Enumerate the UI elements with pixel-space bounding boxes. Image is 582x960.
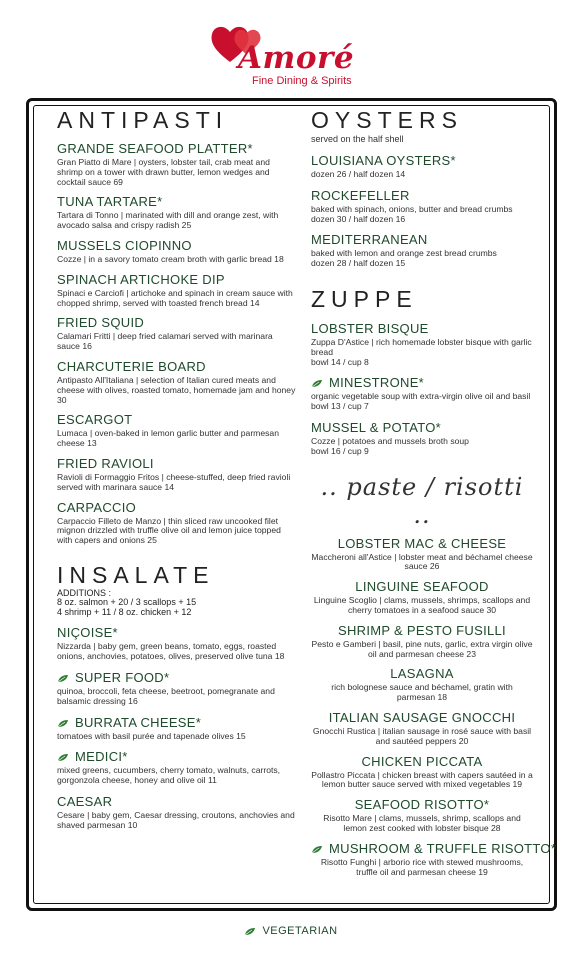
- menu-item-name: [57, 670, 297, 686]
- menu-item: [57, 456, 297, 493]
- menu-item: [57, 625, 297, 662]
- left-column: [57, 106, 297, 831]
- menu-item-description: baked with spinach, onions, butter and bread crumbs: [311, 203, 513, 214]
- menu-item: [311, 153, 533, 180]
- menu-item-description: bowl 16 / cup 9: [311, 445, 369, 456]
- menu-item-name: [311, 420, 533, 436]
- menu-item: [311, 375, 533, 412]
- oysters-list: [311, 153, 533, 269]
- menu-item-description: Ravioli di Formaggio Fritos | cheese-stuffed, deep fried ravioli served with marinara sauce 14: [57, 471, 291, 492]
- menu-item-description: dozen 28 / half dozen 15: [311, 258, 406, 269]
- menu-item: [57, 315, 297, 352]
- menu-item-name-text: CAESAR: [57, 794, 113, 810]
- leaf-icon: [244, 927, 256, 936]
- menu-item: [57, 412, 297, 449]
- menu-item-name: [311, 754, 533, 770]
- menu-item-description: Antipasto All'Italiana | selection of Italian cured meats and cheese with olives, roasted tomato, homemade jam and honey 30: [57, 374, 296, 405]
- menu-item: [311, 420, 533, 457]
- menu-item-name-text: LINGUINE SEAFOOD: [355, 579, 489, 595]
- menu-item: [311, 710, 533, 747]
- menu-item-description: mixed greens, cucumbers, cherry tomato, walnuts, carrots, gorgonzola cheese, honey and olive oil 11: [57, 765, 281, 786]
- oysters-note: served on the half shell: [311, 134, 404, 144]
- menu-item: [57, 359, 297, 405]
- leaf-icon: [311, 845, 323, 854]
- menu-item-name: [311, 710, 533, 726]
- menu-item-description: Maccheroni all'Astice | lobster meat and béchamel cheese sauce 26: [311, 551, 533, 572]
- right-column: [311, 106, 557, 877]
- menu-item-name-text: MUSSELS CIOPINNO: [57, 237, 192, 253]
- menu-item: [57, 794, 297, 831]
- menu-item-name-text: SEAFOOD RISOTTO*: [354, 797, 490, 813]
- menu-item-name: [311, 797, 533, 813]
- menu-item-description: dozen 30 / half dozen 16: [311, 213, 406, 224]
- antipasti-list: [57, 141, 297, 546]
- menu-item: [57, 238, 297, 265]
- menu-item-description: organic vegetable soup with extra-virgin olive oil and basil: [311, 391, 531, 402]
- menu-item-name-text: CARPACCIO: [57, 499, 137, 515]
- menu-item-description: Calamari Fritti | deep fried calamari served with marinara sauce 16: [57, 331, 273, 352]
- insalate-list: [57, 625, 297, 830]
- section-title-insalate: INSALATE: [57, 561, 215, 588]
- menu-item-description: tomatoes with basil purée and tapenade olives 15: [57, 730, 246, 741]
- section-title-zuppe: ZUPPE: [311, 285, 418, 312]
- section-title-paste: .. paste / risotti ..: [320, 472, 524, 529]
- menu-item: [57, 194, 297, 231]
- menu-item-name-text: SPINACH ARTICHOKE DIP: [57, 271, 225, 287]
- logo-wordmark: Amoré: [238, 40, 355, 76]
- menu-item: [311, 188, 533, 225]
- menu-item-name-text: SUPER FOOD*: [75, 670, 170, 686]
- menu-item: [57, 670, 297, 707]
- menu-item: [311, 797, 533, 834]
- vegetarian-label: VEGETARIAN: [262, 925, 338, 937]
- leaf-icon: [311, 379, 323, 388]
- menu-item-name-text: FRIED RAVIOLI: [57, 455, 154, 471]
- menu-item-name: [57, 715, 297, 731]
- menu-item: [57, 749, 297, 786]
- menu-item-description: Carpaccio Filleto de Manzo | thin sliced raw uncooked filet mignon drizzled with truffle olive oil and lemon juice topped with capers and onions 25: [57, 515, 281, 546]
- menu-item-name-text: CHICKEN PICCATA: [361, 753, 483, 769]
- menu-item: [57, 272, 297, 309]
- menu-item-name: [57, 749, 297, 765]
- logo: [208, 18, 368, 90]
- additions-label: ADDITIONS :: [57, 587, 112, 598]
- menu-item-description: Linguine Scoglio | clams, mussels, shrimps, scallops and cherry tomatoes in a seafood sauce 30: [313, 595, 531, 615]
- menu-item-name: [57, 141, 297, 157]
- menu-item-description: Lumaca | oven-baked in lemon garlic butter and parmesan cheese 13: [57, 428, 279, 449]
- menu-item-name-text: SHRIMP & PESTO FUSILLI: [338, 622, 506, 638]
- menu-item: [311, 666, 533, 703]
- menu-item-name: [57, 194, 297, 210]
- menu-item-name-text: LOBSTER MAC & CHEESE: [337, 535, 507, 551]
- menu-item-name: [57, 412, 297, 428]
- menu-item-name-text: ESCARGOT: [57, 412, 133, 428]
- menu-item-name-text: LASAGNA: [390, 666, 454, 682]
- menu-item-name: [57, 238, 297, 254]
- menu-item-name: [311, 666, 533, 682]
- menu-item-description: Risotto Mare | clams, mussels, shrimp, scallops and lemon zest cooked with lobster bisque 28: [323, 813, 521, 833]
- menu-item-description: Gran Piatto di Mare | oysters, lobster tail, crab meat and shrimp on a tower with drawn butter, lemon wedges and cocktail sauce 69: [57, 157, 270, 187]
- menu-item: [311, 840, 557, 878]
- menu-item-name-text: CHARCUTERIE BOARD: [57, 358, 206, 374]
- menu-item-name: [57, 315, 297, 331]
- zuppe-list: [311, 321, 533, 457]
- menu-item-description: Spinaci e Carciofi | artichoke and spinach in cream sauce with chopped shrimp, served with toasted french bread 14: [57, 287, 293, 308]
- logo-tagline: Fine Dining & Spirits: [252, 75, 352, 87]
- menu-item-description: Cesare | baby gem, Caesar dressing, croutons, anchovies and shaved parmesan 10: [57, 810, 295, 830]
- menu-item: [311, 754, 533, 791]
- menu-item-name-text: MEDITERRANEAN: [311, 232, 428, 248]
- paste-list: [311, 535, 557, 878]
- menu-item-name-text: MINESTRONE*: [329, 375, 425, 391]
- menu-item-name-text: TUNA TARTARE*: [57, 194, 163, 210]
- menu-item: [311, 579, 533, 616]
- menu-item-name: [311, 579, 533, 595]
- menu-item-description: dozen 26 / half dozen 14: [311, 169, 406, 179]
- menu-item-description: rich bolognese sauce and béchamel, gratin with parmesan 18: [331, 682, 513, 703]
- menu-item-name: [57, 359, 297, 375]
- menu-item-name-text: MEDICI*: [75, 749, 128, 765]
- menu-item-description: Cozze | potatoes and mussels broth soup: [311, 435, 469, 446]
- menu-item: [57, 715, 297, 742]
- menu-item-name: [311, 153, 533, 169]
- menu-item-description: Zuppa D'Astice | rich homemade lobster bisque with garlic bread: [311, 336, 532, 357]
- leaf-icon: [57, 753, 69, 762]
- menu-item: [311, 232, 533, 269]
- menu-item-description: Nizzarda | baby gem, green beans, tomato, eggs, roasted onions, anchovies, potatoes, olives, preserved olive tuna 18: [57, 641, 285, 662]
- menu-item: [311, 623, 533, 660]
- menu-item-name-text: FRIED SQUID: [57, 315, 145, 331]
- menu-item-description: Risotto Funghi | arborio rice with stewed mushrooms, truffle oil and parmesan cheese 19: [320, 856, 524, 877]
- menu-item: [311, 536, 533, 573]
- menu-item-name-text: MUSSEL & POTATO*: [311, 419, 442, 435]
- menu-item-name: [311, 375, 533, 391]
- leaf-icon: [57, 719, 69, 728]
- vegetarian-legend: [0, 925, 582, 937]
- menu-item-description: baked with lemon and orange zest bread crumbs: [311, 248, 497, 259]
- menu-item: [57, 500, 297, 546]
- menu-item-name-text: ROCKEFELLER: [311, 187, 410, 203]
- menu-item-name: [311, 321, 533, 337]
- menu-item-name: [57, 272, 297, 288]
- menu-item-name-text: MUSHROOM & TRUFFLE RISOTTO*: [329, 840, 557, 856]
- menu-item: [311, 321, 533, 367]
- menu-item-description: Gnocchi Rustica | italian sausage in rosé sauce with basil and sautéed peppers 20: [312, 725, 532, 746]
- section-title-antipasti: ANTIPASTI: [57, 107, 229, 133]
- menu-item-name: [311, 188, 533, 204]
- menu-item-description: Pesto e Gamberi | basil, pine nuts, garlic, extra virgin olive oil and parmesan cheese 23: [311, 638, 533, 659]
- menu-item-description: Cozze | in a savory tomato cream broth with garlic bread 18: [57, 253, 284, 264]
- additions-line: 8 oz. salmon + 20 / 3 scallops + 15: [57, 597, 197, 608]
- leaf-icon: [57, 674, 69, 683]
- menu-item-name-text: BURRATA CHEESE*: [75, 714, 202, 730]
- menu-item-name: [57, 794, 297, 810]
- menu-item: [57, 141, 297, 187]
- section-title-oysters: OYSTERS: [311, 107, 463, 133]
- menu-item-name-text: ITALIAN SAUSAGE GNOCCHI: [328, 709, 516, 725]
- menu-item-description: quinoa, broccoli, feta cheese, beetroot, pomegranate and balsamic dressing 16: [57, 686, 275, 706]
- menu-item-name-text: NIÇOISE*: [57, 625, 118, 641]
- menu-item-name: [57, 500, 297, 516]
- menu-item-name: [57, 625, 297, 641]
- menu-item-name: [311, 840, 557, 857]
- menu-item-name: [311, 536, 533, 552]
- menu-item-description: bowl 14 / cup 8: [311, 356, 369, 367]
- menu-item-name-text: GRANDE SEAFOOD PLATTER*: [57, 141, 253, 156]
- menu-item-description: bowl 13 / cup 7: [311, 401, 369, 412]
- additions-line: 4 shrimp + 11 / 8 oz. chicken + 12: [57, 606, 192, 617]
- menu-item-description: Pollastro Piccata | chicken breast with capers sautéed in a lemon butter sauce served with mixed vegetables 19: [311, 769, 533, 790]
- menu-item-description: Tartara di Tonno | marinated with dill and orange zest, with avocado salsa and crispy radish 25: [57, 210, 279, 231]
- menu-item-name: [311, 623, 533, 639]
- menu-item-name: [311, 232, 533, 248]
- menu-item-name-text: LOBSTER BISQUE: [311, 320, 429, 336]
- menu-item-name-text: LOUISIANA OYSTERS*: [311, 153, 456, 168]
- menu-item-name: [57, 456, 297, 472]
